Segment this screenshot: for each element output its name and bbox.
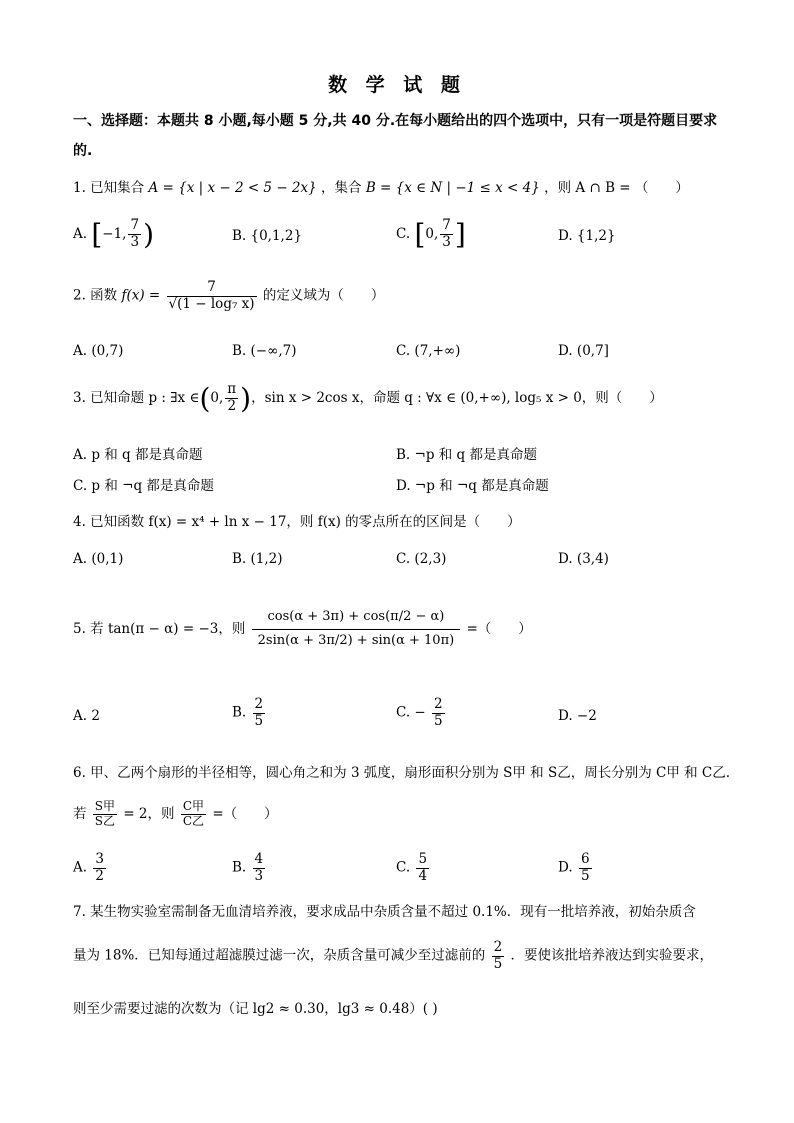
q3-interval-left: 0, — [210, 390, 224, 406]
q1-prefix: 1. 已知集合 — [73, 180, 145, 196]
numerator: 5 — [418, 851, 428, 867]
q3-condition: ，sin x > 2cos x，命题 q : ∀x ∈ (0,+∞), log₅ x > 0，则（ ） — [251, 390, 663, 406]
fraction — [416, 852, 429, 884]
q5-option-b — [232, 697, 267, 729]
fraction — [432, 697, 445, 729]
q1-mid: ，集合 — [321, 180, 362, 196]
question-5-stem — [73, 606, 532, 653]
question-2-stem — [73, 280, 384, 312]
question-4-stem: 4. 已知函数 f(x) = x⁴ + ln x − 17，则 f(x) 的零点所在的区间是（ ） — [73, 514, 521, 530]
q5-option-c — [396, 697, 447, 729]
fraction — [128, 218, 141, 250]
q5-suffix: =（ ） — [466, 620, 532, 637]
denominator: √(1 − log₇ x) — [168, 295, 255, 312]
q1-option-a: A. [−1, $\frac{7}{3}$ ) — [73, 217, 155, 251]
q1-set-a: A = {x | x − 2 < 5 − 2x} — [148, 180, 317, 196]
option-label: B. — [232, 704, 247, 721]
denominator: 2 — [227, 398, 237, 414]
q6-option-b — [232, 852, 267, 884]
question-7-line-1: 7. 某生物实验室需制备无血清培养液，要求成品中杂质含量不超过 0.1%．现有一批培养液，初始杂质含 — [73, 904, 696, 920]
numerator: 7 — [130, 217, 140, 234]
section-heading: 一、选择题：本题共 8 小题,每小题 5 分,共 40 分.在每小题给出的四个选项中，只有一项是符题目要求的. — [73, 113, 718, 159]
q4-option-d: D. (3,4) — [558, 551, 609, 567]
question-7-line-2 — [73, 940, 713, 972]
option-label: B. — [232, 859, 247, 876]
numerator: S甲 — [94, 799, 116, 813]
q6-option-a — [73, 852, 108, 884]
q7-line2-suffix: ．要使该批培养液达到实验要求， — [510, 947, 713, 964]
numerator: π — [227, 381, 237, 398]
q1-set-b: B = {x ∈ N | −1 ≤ x < 4} — [365, 180, 540, 196]
option-label: C. — [396, 226, 411, 242]
fraction — [225, 382, 238, 414]
q3-option-b: B. ¬p 和 q 都是真命题 — [396, 447, 537, 463]
q4-option-a: A. (0,1) — [73, 551, 124, 567]
denominator: 5 — [434, 712, 443, 729]
numerator: 7 — [442, 217, 451, 234]
denominator: 3 — [130, 234, 140, 250]
fraction — [167, 280, 257, 312]
denominator: C乙 — [182, 813, 205, 828]
fraction — [440, 218, 453, 250]
denominator: 5 — [254, 712, 264, 729]
q4-option-c: C. (2,3) — [396, 551, 447, 567]
q5-option-a: A. 2 — [73, 708, 100, 724]
q2-suffix: 的定义域为（ ） — [262, 287, 385, 304]
fraction — [579, 852, 592, 884]
option-label: C. — [396, 859, 411, 876]
question-1-stem — [73, 176, 689, 196]
q6-option-d — [558, 852, 594, 884]
q3-option-c: C. p 和 ¬q 都是真命题 — [73, 478, 214, 494]
q1-a-left: −1, — [102, 226, 127, 242]
numerator: 3 — [95, 851, 104, 867]
q2-option-c: C. (7,+∞) — [396, 343, 461, 359]
question-6-stem: 6. 甲、乙两个扇形的半径相等，圆心角之和为 3 弧度，扇形面积分别为 S甲 和 S乙，周长分别为 C甲 和 C乙. — [73, 765, 731, 781]
fraction — [181, 800, 206, 829]
fraction — [253, 697, 266, 729]
denominator: 5 — [580, 867, 590, 884]
fraction — [93, 800, 117, 829]
q2-prefix: 2. 函数 — [73, 287, 118, 304]
option-label: C. − — [396, 704, 426, 721]
denominator: 3 — [254, 867, 264, 884]
numerator: 7 — [167, 280, 257, 297]
denominator: S乙 — [94, 813, 116, 828]
q5-prefix: 5. 若 tan(π − α) = −3，则 — [73, 620, 246, 637]
q1-option-c: C. [0, $\frac{7}{3}$ ] — [396, 217, 466, 251]
q2-option-a: A. (0,7) — [73, 343, 124, 359]
numerator: 6 — [580, 851, 590, 867]
numerator: 4 — [254, 851, 264, 867]
denominator: 2sin(α + 3π/2) + sin(α + 10π) — [257, 632, 455, 648]
q6-suffix: =（ ） — [212, 805, 278, 822]
q3-option-a: A. p 和 q 都是真命题 — [73, 447, 203, 463]
denominator: 5 — [493, 955, 503, 972]
numerator: cos(α + 3π) + cos(π/2 − α) — [252, 606, 461, 630]
option-label: A. — [73, 859, 88, 876]
denominator: 4 — [418, 867, 428, 884]
q3-prefix: 3. 已知命题 p : ∃x ∈ — [73, 390, 200, 406]
q6-option-c — [396, 852, 431, 884]
q1-option-b: B. {0,1,2} — [232, 228, 303, 244]
q6-mid: = 2，则 — [123, 805, 175, 822]
q2-function: f(x) = — [121, 287, 161, 304]
question-3-stem: 3. 已知命题 p : ∃x ∈(0, $\frac{\pi}{2}$ )，sin x > 2cos x，命题 q : ∀x ∈ (0,+∞), log₅ x > 0，则（ ） — [73, 381, 663, 415]
fraction — [93, 852, 106, 884]
q2-option-b: B. (−∞,7) — [232, 343, 297, 359]
q6-prefix: 若 — [73, 805, 87, 822]
question-7-line-3: 则至少需要过滤的次数为（记 lg2 ≈ 0.30，lg3 ≈ 0.48）( ) — [73, 1001, 438, 1017]
q3-option-d: D. ¬p 和 ¬q 都是真命题 — [396, 478, 549, 494]
fraction — [253, 852, 266, 884]
numerator: 2 — [254, 696, 264, 712]
denominator: 3 — [442, 234, 451, 250]
q1-option-d: D. {1,2} — [558, 228, 616, 244]
q4-option-b: B. (1,2) — [232, 551, 283, 567]
denominator: 2 — [95, 867, 104, 884]
question-6-condition — [73, 800, 278, 829]
option-label: D. — [558, 859, 573, 876]
page-title: 数 学 试 题 — [328, 74, 466, 96]
numerator: 2 — [493, 939, 503, 955]
q2-option-d: D. (0,7] — [558, 343, 609, 359]
numerator: C甲 — [182, 799, 205, 813]
fraction — [252, 606, 461, 653]
q1-ask: ，则 A ∩ B = （ ） — [544, 180, 689, 196]
q5-option-d: D. −2 — [558, 708, 597, 724]
option-label: A. — [73, 226, 88, 242]
q7-line2-prefix: 量为 18%．已知每通过超滤膜过滤一次，杂质含量可减少至过滤前的 — [73, 947, 486, 964]
numerator: 2 — [434, 696, 443, 712]
fraction — [492, 940, 505, 972]
q1-c-left: 0, — [425, 226, 439, 242]
